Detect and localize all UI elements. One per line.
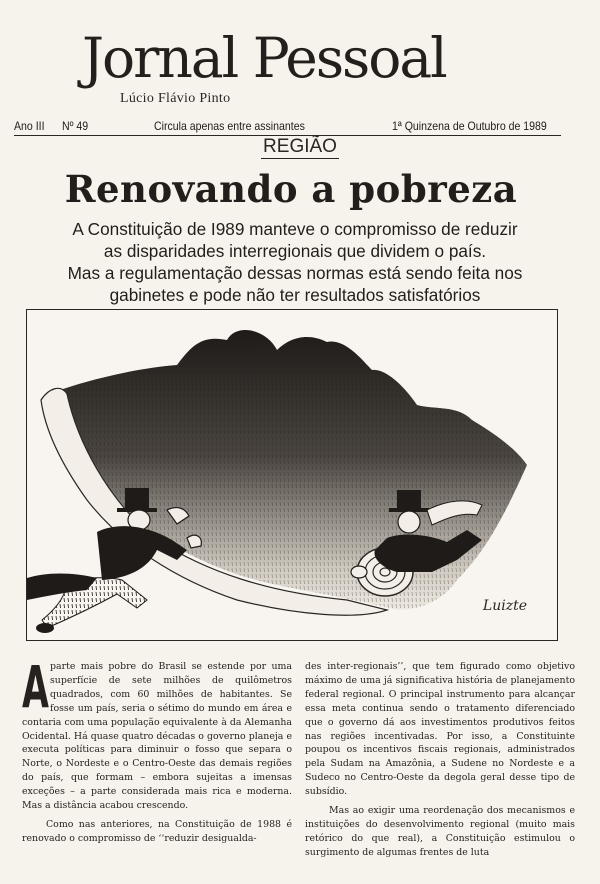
masthead-title: Jornal Pessoal (82, 26, 446, 90)
subhead-line: as disparidades interregionais que dividem o país. (103, 241, 487, 261)
cartoonist-signature: Luizte (482, 598, 527, 614)
cartoon-drawing-icon (27, 310, 557, 640)
article-column-left (22, 653, 292, 851)
subhead-line: gabinetes e pode não ter resultados satisfatórios (109, 285, 481, 305)
issue-number: Nº 49 (62, 119, 89, 133)
masthead (82, 28, 502, 114)
subhead (20, 218, 570, 306)
article-paragraph: Como nas anteriores, na Constituição de 1988 é renovado o compromisso de ‘‘reduzir desigualda- (22, 818, 292, 844)
article-paragraph: parte mais pobre do Brasil se estende por uma superfície de sete milhões de quilômetros quadrados, com 60 milhões de habitantes. Se fosse um país, seria o sétimo do mundo em área e contaria com uma população equivalente à da Alemanha Ocidental. Há quase quatro décadas o governo planeja e executa políticas para diminuir o fosso que separa o Norte, o Nordeste e o Centro-Oeste das demais regiões do país, que formam – embora sujeitas a imensas exceções – a parte considerada mais rica e moderna. Mas a distância acabou crescendo. (22, 661, 292, 812)
issue-date: 1ª Quinzena de Outubro de 1989 (392, 119, 547, 133)
headline: Renovando a pobreza (64, 167, 518, 211)
masthead-author: Lúcio Flávio Pinto (120, 91, 231, 106)
article-column-right (305, 660, 575, 865)
year-label: Ano III (14, 119, 45, 133)
cartoon-illustration (26, 309, 558, 641)
article-paragraph: Mas ao exigir uma reordenação dos mecanismos e instituições do desenvolvimento regional (muito mais retórico do que real), a Constituição estimulou o surgimento de algumas frentes de luta (305, 805, 575, 858)
subhead-line: Mas a regulamentação dessas normas está sendo feita nos (67, 263, 523, 283)
circulation-note: Circula apenas entre assinantes (154, 119, 305, 133)
subhead-line: A Constituição de I989 manteve o compromisso de reduzir (72, 219, 518, 239)
info-bar (14, 118, 561, 136)
article-paragraph: des inter-regionais’’, que tem figurado como objetivo máximo de uma já significativa história de planejamento federal regional. O principal instrumento para alcançar essa meta continua sendo o tratamento diferenciado que o governo dá aos investimentos produtivos feitos nas regiões incentivadas. Por isso, a Constituinte poupou os incentivos fiscais regionais, administrados pela Sudam na Amazônia, a Sudene no Nordeste e a Sudeco no Centro-Oeste da degola geral desse tipo de subsídio. (305, 661, 575, 798)
section-name: REGIÃO (263, 136, 337, 157)
section-label (0, 136, 600, 158)
drop-cap: A (22, 653, 49, 721)
